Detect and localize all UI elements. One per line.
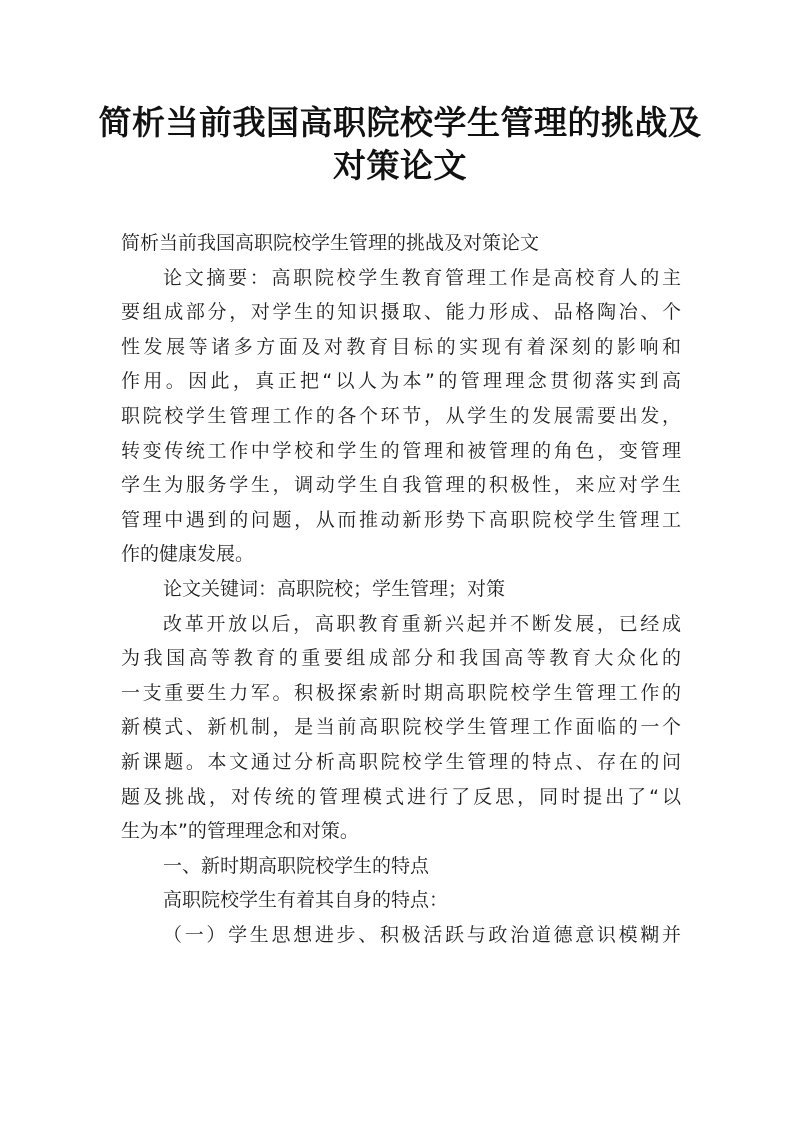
abstract-paragraph-line: 学生为服务学生，调动学生自我管理的积极性，来应对学生	[121, 474, 681, 497]
intro-paragraph-line: 一支重要生力军。积极探索新时期高职院校学生管理工作的	[121, 681, 681, 704]
document-body	[121, 226, 681, 952]
body-repeated-title: 简析当前我国高职院校学生管理的挑战及对策论文	[121, 232, 540, 254]
abstract-paragraph-line: 职院校学生管理工作的各个环节，从学生的发展需要出发，	[121, 404, 681, 427]
intro-paragraph-line: 改革开放以后，高职教育重新兴起并不断发展，已经成	[163, 612, 681, 635]
intro-paragraph-line: 新课题。本文通过分析高职院校学生管理的特点、存在的问	[121, 750, 681, 773]
abstract-paragraph-line: 论文摘要：高职院校学生教育管理工作是高校育人的主	[163, 266, 681, 289]
abstract-paragraph-line: 作的健康发展。	[121, 543, 255, 566]
abstract-paragraph-line: 性发展等诸多方面及对教育目标的实现有着深刻的影响和	[121, 335, 681, 358]
intro-paragraph-line: 生为本”的管理理念和对策。	[121, 820, 359, 843]
abstract-paragraph-line: 转变传统工作中学校和学生的管理和被管理的角色，变管理	[121, 439, 681, 462]
abstract-paragraph-line: 作用。因此，真正把“以人为本”的管理理念贯彻落实到高	[121, 370, 681, 393]
intro-paragraph-line: 新模式、新机制，是当前高职院校学生管理工作面临的一个	[121, 716, 681, 739]
document-title-line-1: 简析当前我国高职院校学生管理的挑战及	[98, 103, 702, 142]
section-heading: 一、新时期高职院校学生的特点	[163, 854, 430, 877]
abstract-paragraph-line: 要组成部分，对学生的知识摄取、能力形成、品格陶冶、个	[121, 301, 681, 324]
subsection-heading: （一）学生思想进步、积极活跃与政治道德意识模糊并	[163, 923, 681, 946]
keywords-line: 论文关键词：高职院校；学生管理；对策	[163, 577, 506, 600]
abstract-paragraph-line: 管理中遇到的问题，从而推动新形势下高职院校学生管理工	[121, 508, 681, 531]
section-paragraph-line: 高职院校学生有着其自身的特点：	[163, 889, 449, 912]
document-title-line-2: 对策论文	[333, 146, 467, 185]
intro-paragraph-line: 题及挑战，对传统的管理模式进行了反思，同时提出了“以	[121, 785, 681, 808]
intro-paragraph-line: 为我国高等教育的重要组成部分和我国高等教育大众化的	[121, 647, 681, 670]
